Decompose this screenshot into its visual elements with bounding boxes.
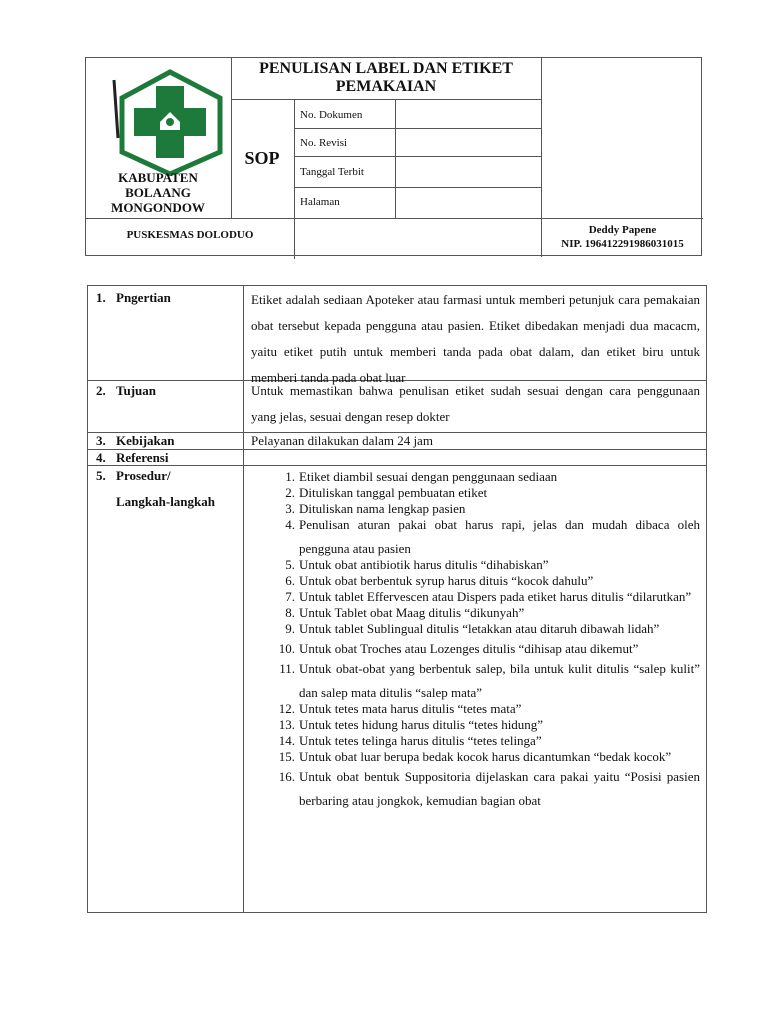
section-label-prosedur: 5. Prosedur/ (96, 468, 171, 483)
puskesmas-name: PUSKESMAS DOLODUO (126, 229, 254, 241)
section-text-tujuan: Untuk memastikan bahwa penulisan etiket sudah sesuai dengan cara penggunaan yang jelas, sesuai dengan resep dokter (251, 383, 700, 424)
procedure-step-number: 3. (285, 501, 295, 516)
procedure-step (251, 765, 700, 813)
procedure-step-text: Untuk tablet Sublingual ditulis “letakkan atau ditaruh dibawah lidah” (299, 621, 660, 636)
procedure-step-text: Dituliskan tanggal pembuatan etiket (299, 485, 488, 500)
field-halaman: Halaman (300, 196, 340, 208)
procedure-step-text: Untuk Tablet obat Maag ditulis “dikunyah” (299, 605, 525, 620)
procedure-step-text: Etiket diambil sesuai dengan penggunaan sediaan (299, 469, 558, 484)
procedure-step-number: 2. (285, 485, 295, 500)
procedure-step (251, 657, 700, 705)
section-label-referensi: 4. Referensi (96, 450, 169, 465)
procedure-step-number: 8. (285, 605, 295, 620)
procedure-step-number: 11. (279, 661, 295, 676)
procedure-step-text: Untuk obat bentuk Suppositoria dijelaskan cara pakai yaitu “Posisi pasien berbaring atau jongkok, kemudian bagian obat (299, 769, 700, 808)
procedure-step-number: 1. (285, 469, 295, 484)
procedure-step (251, 485, 700, 501)
section-text-kebijakan: Pelayanan dilakukan dalam 24 jam (251, 433, 433, 448)
procedure-step-text: Untuk tetes hidung harus ditulis “tetes hidung” (299, 717, 544, 732)
procedure-step-number: 10. (278, 641, 295, 656)
document-title: PENULISAN LABEL DAN ETIKET PEMAKAIAN (259, 60, 513, 95)
procedure-step-text: Untuk obat berbentuk syrup harus dituis “kocok dahulu” (299, 573, 594, 588)
field-no-revisi: No. Revisi (300, 137, 348, 149)
sop-header (85, 57, 702, 256)
procedure-step-number: 4. (285, 517, 295, 532)
region-name: KABUPATEN BOLAANG MONGONDOW (111, 170, 205, 215)
section-label-langkah: Langkah-langkah (116, 494, 215, 509)
procedure-step-text: Untuk obat Troches atau Lozenges ditulis “dihisap atau dikemut” (299, 641, 639, 656)
signer-nip: NIP. 196412291986031015 (561, 238, 684, 250)
procedure-step-number: 5. (285, 557, 295, 572)
sop-content-table (87, 285, 707, 913)
procedure-step (251, 469, 700, 485)
procedure-step-number: 12. (278, 701, 295, 716)
field-tanggal-terbit: Tanggal Terbit (300, 166, 364, 178)
procedure-step-text: Untuk obat-obat yang berbentuk salep, bila untuk kulit ditulis “salep kulit” dan salep mata ditulis “salep mata” (299, 661, 700, 700)
procedure-step-text: Penulisan aturan pakai obat harus rapi, jelas dan mudah dibaca oleh pengguna atau pasien (299, 517, 700, 556)
field-no-dokumen: No. Dokumen (300, 109, 363, 121)
procedure-step (251, 513, 700, 561)
procedure-step-text: Untuk tablet Effervescen atau Dispers pada etiket harus ditulis “dilarutkan” (299, 589, 692, 604)
sop-label: SOP (244, 148, 280, 168)
procedure-step-text: Untuk tetes telinga harus ditulis “tetes telinga” (299, 733, 542, 748)
procedure-step-number: 14. (278, 733, 295, 748)
signature-block (542, 223, 703, 251)
procedure-step-number: 7. (285, 589, 295, 604)
procedure-step-text: Untuk obat luar berupa bedak kocok harus dicantumkan “bedak kocok” (299, 749, 672, 764)
procedure-step-number: 13. (278, 717, 295, 732)
procedure-step (251, 717, 700, 733)
procedure-step-number: 9. (285, 621, 295, 636)
procedure-step-number: 16. (278, 769, 295, 784)
procedure-step-number: 6. (285, 573, 295, 588)
section-text-pengertian: Etiket adalah sediaan Apoteker atau farmasi untuk memberi petunjuk cara pemakaian obat tersebut kepada pengguna atau pasien. Etiket dibedakan menjadi dua macacm, yaitu etiket putih untuk memberi tanda pada obat dalam, dan etiket biru untuk memberi tanda pada obat luar (251, 292, 700, 385)
puskesmas-logo-icon (108, 68, 226, 176)
section-label-pengertian: 1. Pngertian (96, 290, 171, 305)
procedure-step (251, 557, 700, 573)
signer-name: Deddy Papene (588, 224, 657, 236)
procedure-step-text: Dituliskan nama lengkap pasien (299, 501, 466, 516)
procedure-steps (251, 469, 700, 809)
procedure-step-number: 15. (278, 749, 295, 764)
procedure-step (251, 701, 700, 717)
section-label-tujuan: 2. Tujuan (96, 383, 156, 398)
section-label-kebijakan: 3. Kebijakan (96, 433, 175, 448)
procedure-step-text: Untuk tetes mata harus ditulis “tetes mata” (299, 701, 522, 716)
procedure-step-text: Untuk obat antibiotik harus ditulis “dihabiskan” (299, 557, 549, 572)
